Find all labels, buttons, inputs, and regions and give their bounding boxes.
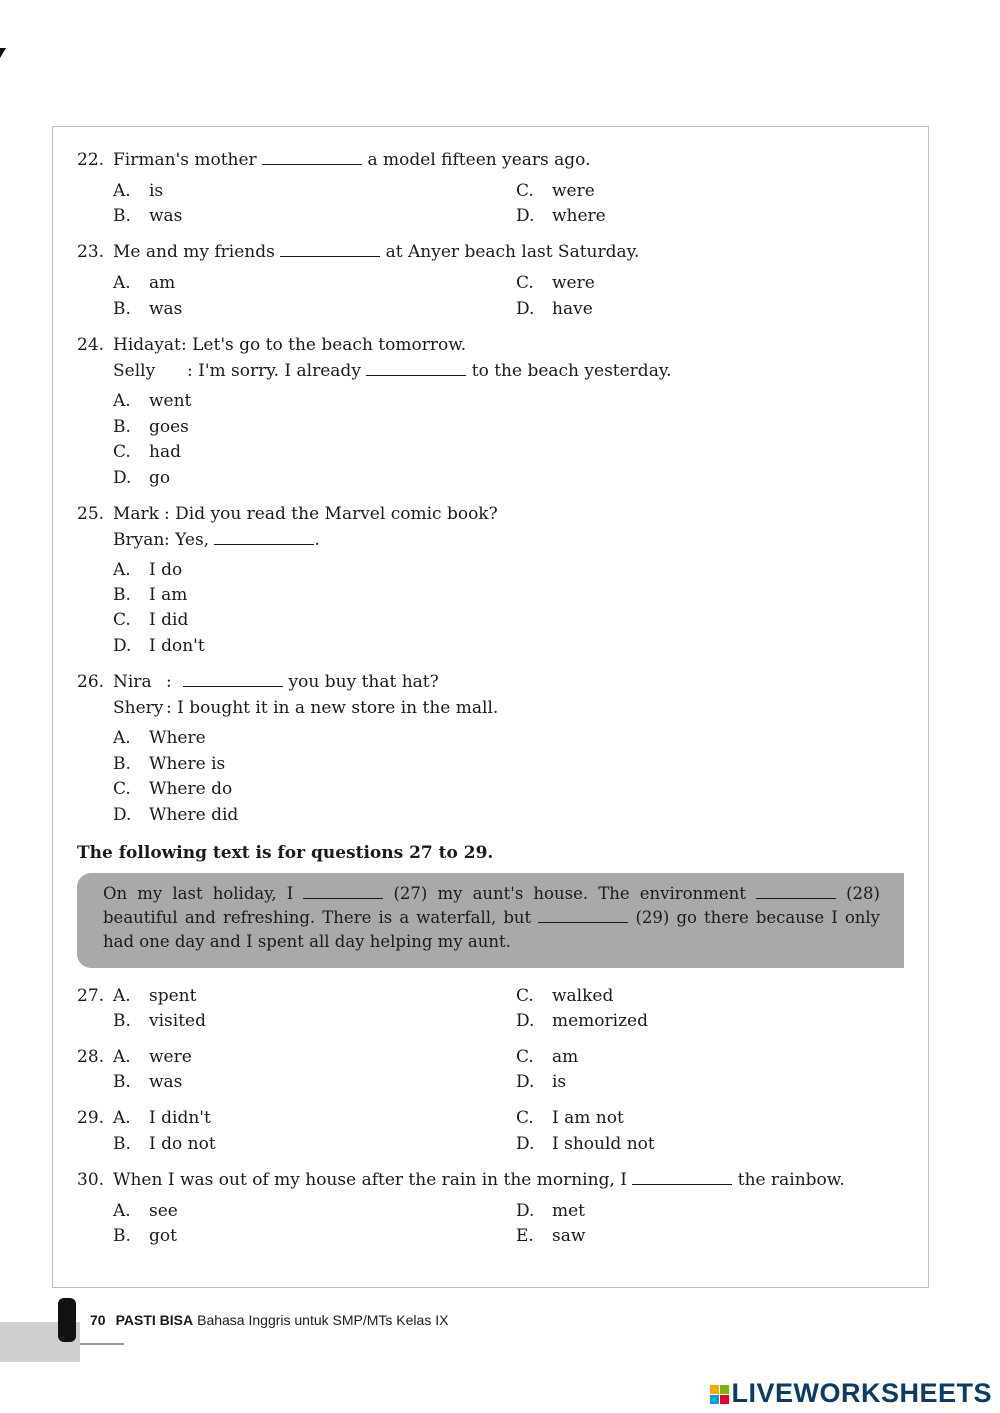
option-24-c[interactable] [113,440,181,465]
reading-text: (27) my aunt's house. The environment [393,884,746,903]
option-24-d[interactable] [113,466,170,491]
liveworksheets-logo[interactable] [710,1378,992,1409]
question-number: 28. [77,1047,105,1067]
option-text: had [149,442,181,462]
footer-rule [80,1343,124,1345]
option-23-c[interactable] [516,271,595,296]
option-letter: B. [113,1011,131,1031]
option-letter: B. [113,1226,131,1246]
dialog-line: : Let's go to the beach tomorrow. [181,335,467,355]
question-number: 25. [77,504,105,524]
option-text: I am not [552,1108,624,1128]
question-27 [77,984,113,1009]
option-29-d[interactable] [516,1132,655,1157]
option-24-b[interactable] [113,415,189,440]
question-text: Firman's mother [113,150,257,170]
answer-blank-28[interactable] [756,884,836,899]
option-letter: A. [113,560,131,580]
option-22-a[interactable] [113,179,163,204]
option-26-c[interactable] [113,777,232,802]
dialog-text: . [314,530,320,550]
question-30 [77,1168,845,1193]
option-text: was [149,1072,183,1092]
option-23-d[interactable] [516,297,593,322]
speaker-name: Bryan [113,530,165,550]
option-text: went [149,391,192,411]
footer [90,1312,448,1328]
option-letter: B. [113,1134,131,1154]
option-letter: C. [516,181,534,201]
footer-brand: PASTI BISA [115,1312,194,1328]
option-text: Where did [149,805,239,825]
option-letter: C. [113,610,131,630]
question-28 [77,1045,113,1070]
dialog-line: : you buy that hat? [166,672,439,692]
option-text: am [149,273,176,293]
option-27-c[interactable] [516,984,613,1009]
option-text: see [149,1201,178,1221]
option-letter: C. [516,1108,534,1128]
option-29-a[interactable] [113,1106,211,1131]
option-29-b[interactable] [113,1132,216,1157]
option-24-a[interactable] [113,389,191,414]
dialog-line: : I bought it in a new store in the mall. [166,698,499,718]
speaker-name: Shery [113,698,164,718]
question-29 [77,1106,113,1131]
option-text: was [149,299,183,319]
option-29-c[interactable] [516,1106,624,1131]
question-22 [77,148,591,173]
dialog-line: : Did you read the Marvel comic book? [164,504,498,524]
option-30-b[interactable] [113,1224,177,1249]
option-letter: C. [516,273,534,293]
option-26-b[interactable] [113,752,225,777]
answer-blank[interactable] [214,530,314,545]
option-letter: C. [516,1047,534,1067]
dialog-text: I bought it in a new store in the mall. [177,698,499,718]
question-text: at Anyer beach last Saturday. [385,242,640,262]
option-28-c[interactable] [516,1045,578,1070]
speaker-name: Selly [113,361,156,381]
option-text: Where is [149,754,226,774]
option-letter: C. [113,779,131,799]
dialog-text: I'm sorry. I already [198,361,361,381]
answer-blank[interactable] [183,672,283,687]
option-text: I didn't [149,1108,211,1128]
footer-subtitle: Bahasa Inggris untuk SMP/MTs Kelas IX [197,1312,449,1328]
option-letter: D. [113,468,132,488]
option-letter: D. [516,1201,535,1221]
option-28-a[interactable] [113,1045,192,1070]
question-number: 29. [77,1108,105,1128]
speaker-name: Mark [113,504,159,524]
option-text: goes [149,417,189,437]
question-number: 23. [77,242,105,262]
option-text: Where [149,728,206,748]
option-text: were [552,181,595,201]
option-letter: B. [113,754,131,774]
question-text: a model fifteen years ago. [367,150,591,170]
option-26-a[interactable] [113,726,206,751]
question-number: 27. [77,986,105,1006]
option-letter: D. [113,805,132,825]
dialog-text: you buy that hat? [288,672,439,692]
question-number: 24. [77,335,105,355]
option-28-b[interactable] [113,1070,182,1095]
option-text: is [552,1072,567,1092]
option-letter: D. [516,206,535,226]
option-text: walked [552,986,614,1006]
dialog-line: : I'm sorry. I already to the beach yesterday. [187,361,672,381]
option-text: I should not [552,1134,655,1154]
liveworksheets-logo-icon [710,1385,729,1404]
option-letter: D. [516,1134,535,1154]
dialog-text: Yes, [175,530,210,550]
dialog-line: : Yes, . [164,530,320,550]
option-26-d[interactable] [113,803,238,828]
option-27-b[interactable] [113,1009,206,1034]
option-text: spent [149,986,197,1006]
option-letter: D. [516,299,535,319]
option-text: was [149,206,183,226]
option-letter: A. [113,273,131,293]
option-text: go [149,468,171,488]
question-26 [77,670,152,695]
option-30-e[interactable] [516,1224,585,1249]
option-22-c[interactable] [516,179,595,204]
option-letter: B. [113,585,131,605]
option-text: were [149,1047,192,1067]
option-letter: B. [113,417,131,437]
option-text: have [552,299,593,319]
option-27-d[interactable] [516,1009,648,1034]
question-25 [77,502,159,527]
question-number: 30. [77,1170,105,1190]
option-letter: A. [113,1108,131,1128]
option-28-d[interactable] [516,1070,566,1095]
option-text: I do [149,560,183,580]
reading-text: (29) go there because I only had one day and I spent all day helping my aunt. [103,908,881,951]
dialog-text: Let's go to the beach tomorrow. [192,335,467,355]
option-letter: A. [113,391,131,411]
option-text: I don't [149,636,205,656]
option-text: got [149,1226,177,1246]
option-text: where [552,206,606,226]
answer-blank-29[interactable] [538,908,628,923]
answer-blank[interactable] [262,150,362,165]
option-letter: C. [516,986,534,1006]
corner-mark [0,48,6,58]
option-letter: A. [113,1201,131,1221]
option-text: met [552,1201,586,1221]
option-text: visited [149,1011,206,1031]
question-text: Me and my friends [113,242,275,262]
option-letter: A. [113,1047,131,1067]
question-24 [77,333,181,358]
option-letter: A. [113,728,131,748]
option-25-b[interactable] [113,583,187,608]
page-number: 70 [90,1312,106,1328]
option-letter: A. [113,986,131,1006]
option-text: saw [552,1226,586,1246]
question-number: 22. [77,150,105,170]
option-letter: B. [113,206,131,226]
answer-blank[interactable] [366,361,466,376]
option-30-a[interactable] [113,1199,178,1224]
option-25-c[interactable] [113,608,188,633]
option-letter: D. [113,636,132,656]
question-text: When I was out of my house after the rain in the morning, I [113,1170,627,1190]
option-letter: C. [113,442,131,462]
reading-text: On my last holiday, I [103,884,294,903]
option-30-d[interactable] [516,1199,585,1224]
dialog-text: to the beach yesterday. [471,361,672,381]
option-letter: E. [516,1226,534,1246]
option-text: am [552,1047,579,1067]
option-letter: B. [113,299,131,319]
logo-text: LIVEWORKSHEETS [731,1378,992,1408]
option-text: Where do [149,779,233,799]
option-text: I do not [149,1134,216,1154]
question-text: the rainbow. [737,1170,845,1190]
answer-blank[interactable] [632,1170,732,1185]
reading-text: (28) beautiful and refreshing. There is a waterfall, but [103,884,880,927]
dialog-text: Did you read the Marvel comic book? [175,504,498,524]
reading-text-box [77,873,904,968]
option-22-b[interactable] [113,204,182,229]
footer-tab-marker [58,1298,76,1342]
option-25-d[interactable] [113,634,205,659]
speaker-name: Hidayat [113,335,181,355]
answer-blank-27[interactable] [303,884,383,899]
option-text: memorized [552,1011,648,1031]
option-letter: B. [113,1072,131,1092]
option-27-a[interactable] [113,984,196,1009]
option-letter: D. [516,1011,535,1031]
question-23 [77,240,639,265]
option-25-a[interactable] [113,558,182,583]
option-letter: D. [516,1072,535,1092]
speaker-name: Nira [113,672,152,692]
option-text: were [552,273,595,293]
option-23-b[interactable] [113,297,182,322]
answer-blank[interactable] [280,242,380,257]
option-23-a[interactable] [113,271,175,296]
section-heading: The following text is for questions 27 to 29. [77,843,494,863]
option-text: is [149,181,164,201]
option-letter: A. [113,181,131,201]
option-text: I did [149,610,189,630]
question-number: 26. [77,672,105,692]
option-22-d[interactable] [516,204,606,229]
option-text: I am [149,585,188,605]
